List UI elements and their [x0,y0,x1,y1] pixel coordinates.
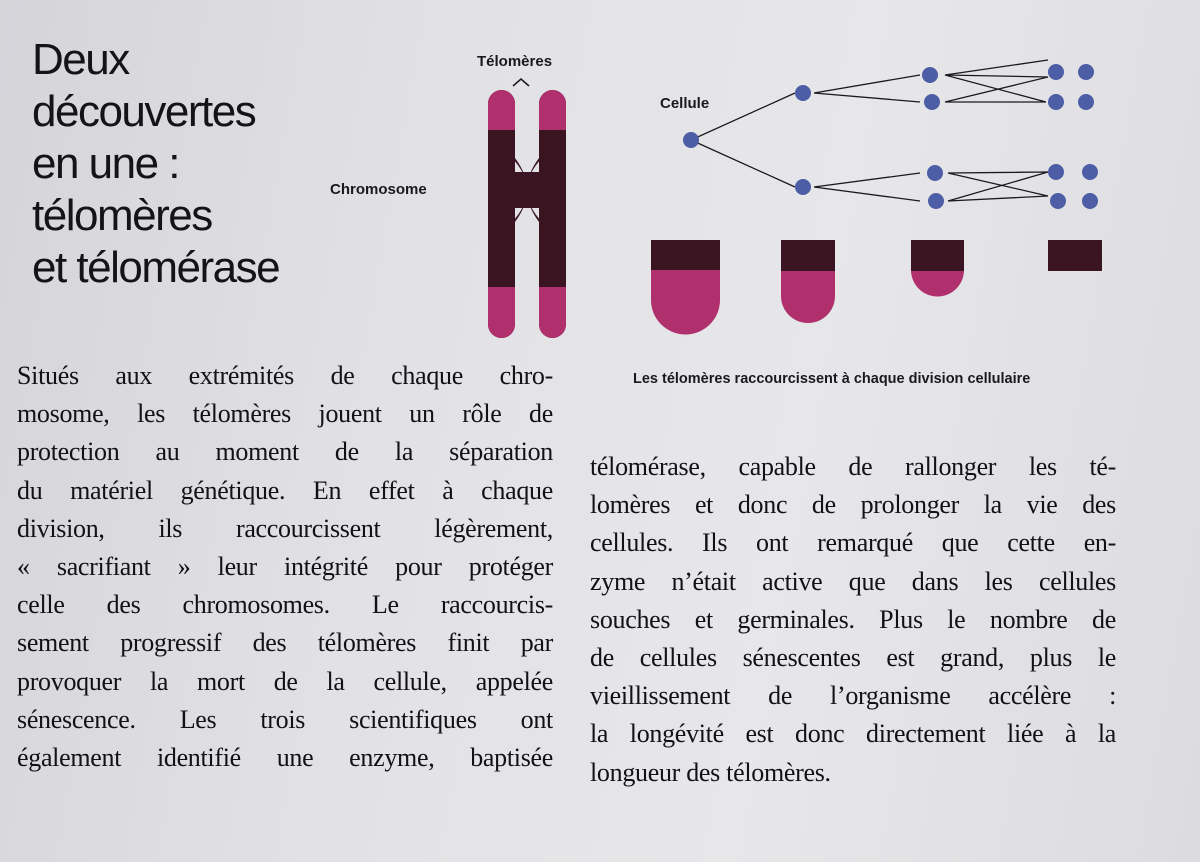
cell-dot [683,132,699,148]
telomere-bar [651,240,720,360]
cell-division-tree [691,60,1048,201]
text-line: sement progressif des télomères finit par [17,628,553,658]
text-line: provoquer la mort de la cellule, appelée [17,666,553,696]
text-line: cellules. Ils ont remarqué que cette en- [590,528,1116,558]
title-line: et télomérase [32,243,280,292]
text-line: également identifié une enzyme, baptisée [17,743,553,773]
cell-dot [927,165,943,181]
text-line: sénescence. Les trois scientifiques ont [17,704,553,734]
telomere-bar [781,240,835,330]
cell-dot [1078,64,1094,80]
diagram-caption: Les télomères raccourcissent à chaque division cellulaire [633,371,1031,387]
cell-dot [924,94,940,110]
text-line: celle des chromosomes. Le raccourcis- [17,590,553,620]
title-line: en une : [32,139,180,188]
cell-dot [928,193,944,209]
cell-dot [1050,193,1066,209]
telomere-bar [911,240,964,300]
text-line: la longévité est donc directement liée à la [590,719,1116,749]
cell-label: Cellule [660,95,710,112]
cell-dots [683,64,1098,209]
text-line: de cellules sénescentes est grand, plus le [590,643,1116,673]
cell-dot [1082,193,1098,209]
cell-dot [795,179,811,195]
text-line: « sacrifiant » leur intégrité pour protéger [17,552,553,582]
text-line: division, ils raccourcissent légèrement, [17,513,553,543]
cell-dot [1048,64,1064,80]
title-line: découvertes [32,87,256,136]
text-line: Situés aux extrémités de chaque chro- [17,361,553,390]
chromosome-shape [488,90,566,338]
body-text-left-column [17,357,553,777]
text-line: longueur des télomères. [590,757,831,787]
cell-dot [1078,94,1094,110]
cell-dot [1048,94,1064,110]
cell-dot [1082,164,1098,180]
text-line: zyme n’était active que dans les cellules [590,566,1116,596]
text-line: protection au moment de la séparation [17,437,553,467]
telomeres-label: Télomères [477,53,553,70]
chromosome-label: Chromosome [330,181,427,198]
text-line: vieillissement de l’organisme accélère : [590,681,1116,711]
telomere-bar [1048,240,1102,271]
body-text-right-column [590,448,1116,792]
title-line: télomères [32,191,212,240]
text-line: lomères et donc de prolonger la vie des [590,490,1116,520]
telomere-bars [651,240,1102,360]
text-line: télomérase, capable de rallonger les té- [590,452,1116,481]
telomere-pointer [513,79,529,86]
cell-dot [922,67,938,83]
text-line: souches et germinales. Plus le nombre de [590,604,1116,634]
text-line: mosome, les télomères jouent un rôle de [17,399,553,429]
text-line: du matériel génétique. En effet à chaque [17,475,553,505]
cell-dot [795,85,811,101]
title-line: Deux [32,35,129,84]
cell-dot [1048,164,1064,180]
